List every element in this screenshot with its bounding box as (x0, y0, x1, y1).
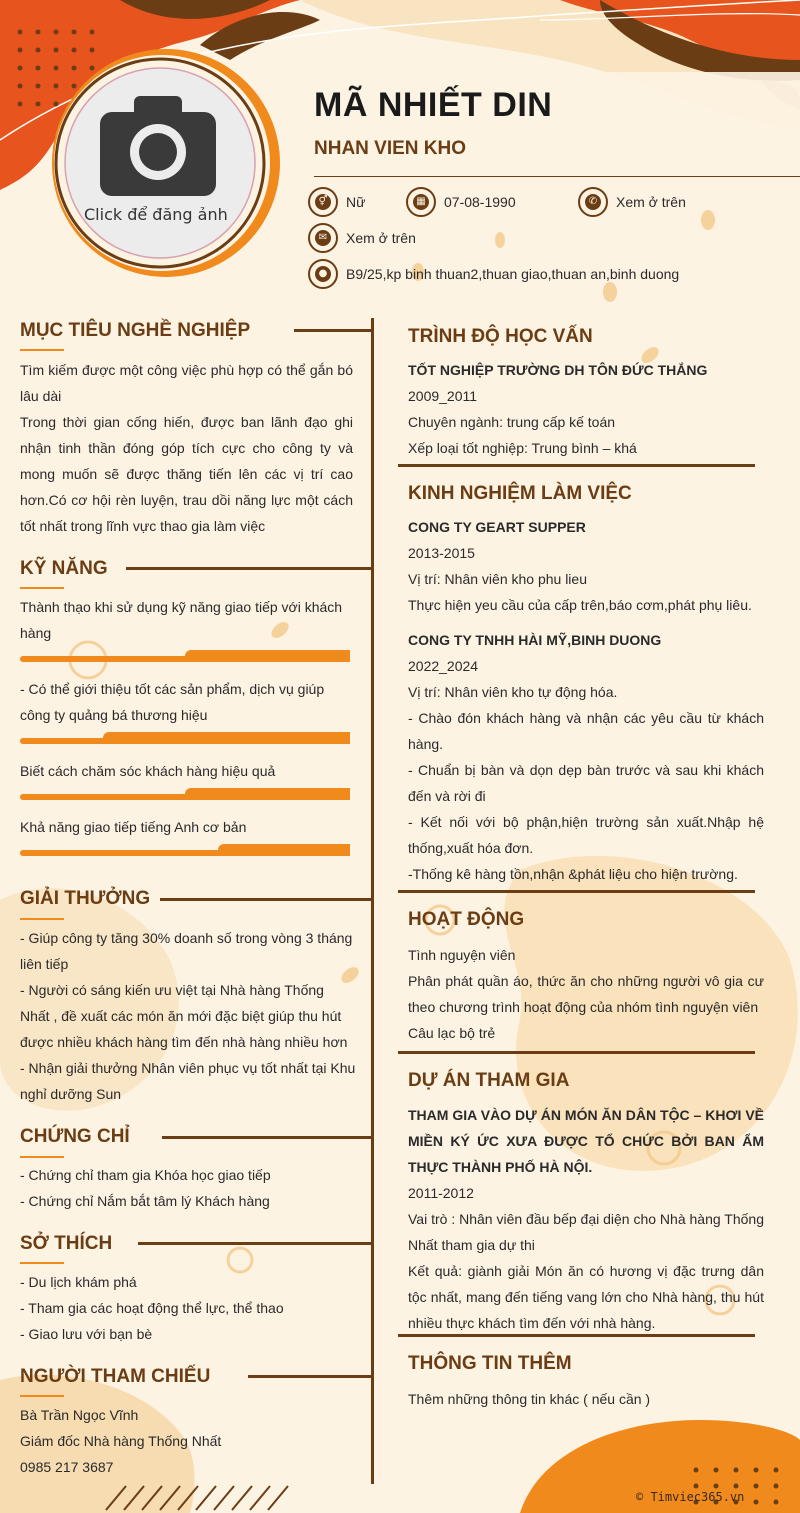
reference-line: 0985 217 3687 (20, 1459, 114, 1475)
extra-text (408, 1386, 764, 1412)
certificate-line: - Chứng chỉ tham gia Khóa học giao tiếp (20, 1167, 271, 1183)
skills-title: KỸ NĂNG (20, 558, 108, 579)
column-divider (371, 318, 374, 1484)
header-divider (314, 176, 800, 177)
awards-underline (20, 918, 64, 920)
camera-icon[interactable] (100, 96, 216, 196)
references-title: NGƯỜI THAM CHIẾU (20, 1366, 211, 1387)
projects-title: DỰ ÁN THAM GIA (408, 1070, 570, 1091)
objective-underline (20, 349, 64, 351)
experience-years: 2013-2015 (408, 545, 475, 561)
education-school: TỐT NGHIỆP TRƯỜNG DH TÔN ĐỨC THẮNG (408, 362, 708, 378)
calendar-icon: ▦ (406, 187, 436, 217)
phone-value: Xem ở trên (616, 194, 686, 210)
experience-title: KINH NGHIỆM LÀM VIỆC (408, 483, 632, 504)
award-line: - Giúp công ty tăng 30% doanh số trong vòng 3 tháng liên tiếp (20, 930, 353, 972)
education-major: Chuyên ngành: trung cấp kế toán (408, 414, 616, 430)
project-name: THAM GIA VÀO DỰ ÁN MÓN ĂN DÂN TỘC – KHƠI VỀ MIỀN KÝ ỨC XƯA ĐƯỢC TỔ CHỨC BỞI BAN ẨM THỰC THÀNH PHỐ HÀ NỘI. (408, 1107, 764, 1175)
experience-line: -Thống kê hàng tồn,nhận &phát liệu cho hiện trường. (408, 866, 738, 882)
experience-line: Vị trí: Nhân viên kho tự động hóa. (408, 684, 618, 700)
birthday-value: 07-08-1990 (444, 194, 516, 210)
education-title: TRÌNH ĐỘ HỌC VẤN (408, 326, 593, 347)
experience-line: - Chào đón khách hàng và nhận các yêu cầu từ khách hàng. (408, 710, 764, 752)
address-value: B9/25,kp binh thuan2,thuan giao,thuan an,binh duong (346, 266, 680, 282)
email-icon: ✉ (308, 223, 338, 253)
award-line: - Nhận giải thưởng Nhân viên phục vụ tốt nhất tại Khu nghỉ dưỡng Sun (20, 1060, 356, 1102)
education-years: 2009_2011 (408, 388, 478, 404)
activity-line: Phân phát quần áo, thức ăn cho những người vô gia cư theo chương trình hoạt động của nhóm tình nguyện viên (408, 973, 764, 1015)
activities-rule (398, 1051, 755, 1054)
reference-line: Giám đốc Nhà hàng Thống Nhất (20, 1433, 222, 1449)
skill-item-bar (20, 788, 350, 800)
references-underline (20, 1395, 64, 1397)
reference-line: Bà Trần Ngọc Vĩnh (20, 1407, 139, 1423)
experience-years: 2022_2024 (408, 658, 479, 674)
candidate-name: MÃ NHIẾT DIN (314, 86, 553, 124)
skills-rule (126, 567, 372, 570)
hobby-line: - Du lịch khám phá (20, 1274, 137, 1290)
birthday-field (406, 187, 516, 217)
references-text (20, 1402, 356, 1480)
project-line: Vai trò : Nhân viên đầu bếp đại diện cho Nhà hàng Thống Nhất tham gia dự thi (408, 1211, 764, 1253)
skill-item-label: - Có thể giới thiệu tốt các sản phẩm, dịch vụ giúp công ty quảng bá thương hiệu (20, 681, 325, 723)
objective-title: MỤC TIÊU NGHỀ NGHIỆP (20, 320, 251, 341)
hobbies-underline (20, 1262, 64, 1264)
experience-company: CONG TY GEART SUPPER (408, 519, 586, 535)
gender-icon: ⚥ (308, 187, 338, 217)
awards-rule (160, 898, 372, 901)
education-text (408, 357, 764, 461)
objective-line: Trong thời gian cống hiến, được ban lãnh đạo ghi nhận tinh thần đóng góp tích cực cho công ty và mong muốn sẽ được thăng tiến lên các vị trí cao hơn.Có cơ hội rèn luyện, trau dồi năng lực một cách tốt nhất trong lĩnh vực thao gia làm việc (20, 414, 353, 534)
location-icon: ● (308, 259, 338, 289)
project-line: Kết quả: giành giải Món ăn có hương vị đặc trưng dân tộc nhất, mang đến tiếng vang lớn cho Nhà hàng, thu hút nhiều thực khách tìm đến với nhà hàng. (408, 1263, 764, 1331)
hobbies-rule (138, 1242, 372, 1245)
references-rule (248, 1375, 372, 1378)
awards-text (20, 925, 356, 1107)
upload-photo-caption[interactable]: Click để đăng ảnh (84, 205, 228, 224)
hobbies-text (20, 1269, 356, 1347)
projects-rule (398, 1334, 755, 1337)
hobbies-title: SỞ THÍCH (20, 1233, 113, 1254)
email-field (308, 223, 416, 253)
experience-line: Vị trí: Nhân viên kho phu lieu (408, 571, 587, 587)
skill-item-label: Khả năng giao tiếp tiếng Anh cơ bản (20, 819, 247, 835)
hobby-line: - Tham gia các hoạt động thể lực, thể thao (20, 1300, 284, 1316)
extra-line: Thêm những thông tin khác ( nếu cần ) (408, 1391, 651, 1407)
experience-job-1 (408, 514, 764, 618)
job-title: NHAN VIEN KHO (314, 138, 467, 159)
hobby-line: - Giao lưu với bạn bè (20, 1326, 153, 1342)
education-rule (398, 464, 755, 467)
activities-text (408, 942, 764, 1046)
skill-item-bar (20, 732, 350, 744)
phone-field (578, 187, 686, 217)
experience-rule (398, 890, 755, 893)
skills-underline (20, 587, 64, 589)
awards-title: GIẢI THƯỞNG (20, 888, 151, 909)
activity-line: Câu lạc bộ trẻ (408, 1025, 496, 1041)
certificates-title: CHỨNG CHỈ (20, 1126, 130, 1147)
gender-value: Nữ (346, 194, 366, 210)
skill-item-label: Thành thạo khi sử dụng kỹ năng giao tiếp với khách hàng (20, 599, 343, 641)
experience-line: Thực hiện yeu cầu của cấp trên,báo cơm,phát phụ liêu. (408, 597, 752, 613)
skill-item-bar (20, 844, 350, 856)
projects-text (408, 1102, 764, 1336)
activities-title: HOẠT ĐỘNG (408, 909, 525, 930)
gender-field (308, 187, 365, 217)
experience-line: - Kết nối với bộ phận,hiện trường sản xuất.Nhập hệ thống,xuất hóa đơn. (408, 814, 764, 856)
certificates-text (20, 1162, 356, 1214)
address-field (308, 259, 679, 289)
experience-job-2 (408, 627, 764, 887)
award-line: - Người có sáng kiến ưu việt tại Nhà hàng Thống Nhất , đề xuất các món ăn mới đặc biệt giúp thu hút được nhiều khách hàng tìm đến nhà hàng nhiều hơn (20, 982, 348, 1050)
project-years: 2011-2012 (408, 1185, 474, 1201)
footer-credit: © Timviec365.vn (636, 1490, 745, 1504)
skill-item-label: Biết cách chăm sóc khách hàng hiệu quả (20, 763, 276, 779)
experience-line: - Chuẩn bị bàn và dọn dẹp bàn trước và sau khi khách đến và rời đi (408, 762, 764, 804)
skill-item-bar (20, 650, 350, 662)
education-grade: Xếp loại tốt nghiệp: Trung bình – khá (408, 440, 637, 456)
certificate-line: - Chứng chỉ Nắm bắt tâm lý Khách hàng (20, 1193, 270, 1209)
certificates-rule (162, 1136, 372, 1139)
objective-text (20, 357, 353, 539)
extra-title: THÔNG TIN THÊM (408, 1353, 572, 1374)
email-value: Xem ở trên (346, 230, 416, 246)
activity-line: Tình nguyện viên (408, 947, 516, 963)
experience-company: CONG TY TNHH HÀI MỸ,BINH DUONG (408, 632, 662, 648)
objective-rule (294, 329, 372, 332)
phone-icon: ✆ (578, 187, 608, 217)
objective-line: Tìm kiếm được một công việc phù hợp có thể gắn bó lâu dài (20, 362, 353, 404)
certificates-underline (20, 1156, 64, 1158)
